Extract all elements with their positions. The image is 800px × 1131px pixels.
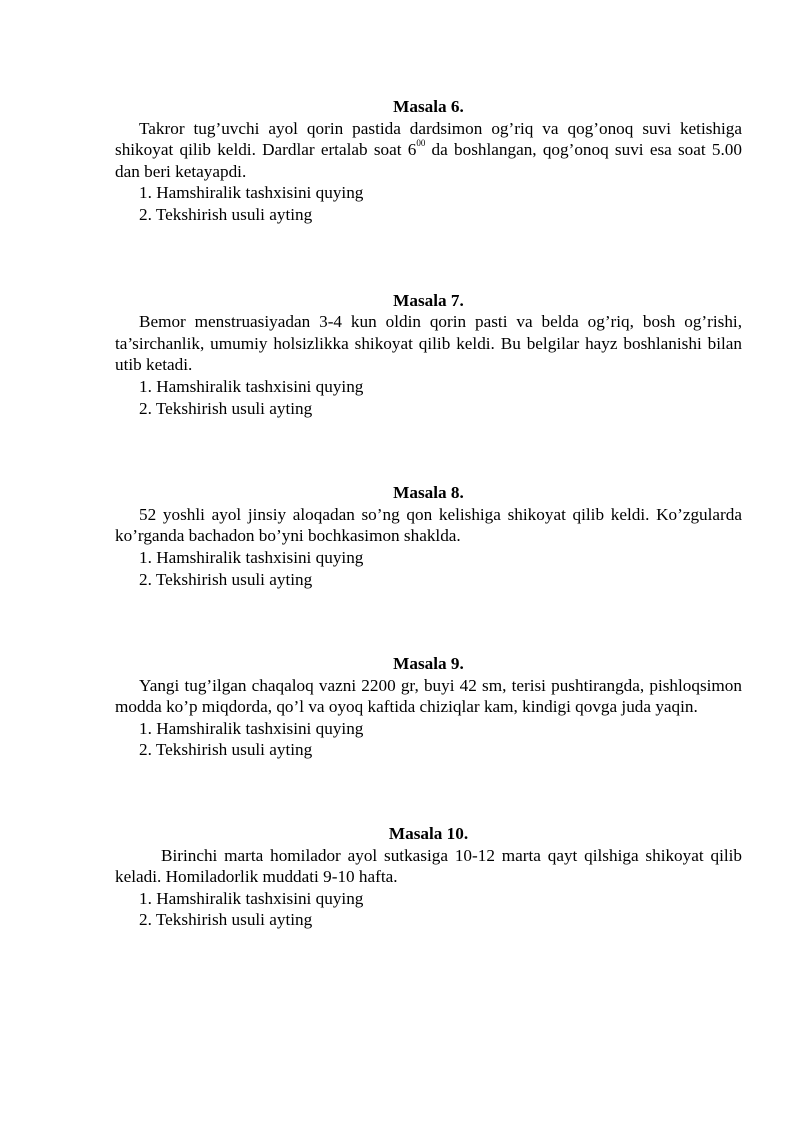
problem-10 — [115, 823, 742, 931]
problem-text: Yangi tug’ilgan chaqaloq vazni 2200 gr, buyi 42 sm, terisi pushtirangda, pishloqsimon modda ko’p miqdorda, qo’l va oyoq kaftida chiziqlar kam, kindigi qovga juda yaqin. — [115, 675, 742, 717]
document-page — [115, 96, 742, 931]
problem-8 — [115, 482, 742, 590]
problem-text-part: da boshlangan, qog’onoq suvi esa soat 5.00 dan beri ketayapdi. — [115, 140, 742, 181]
problem-title: Masala 10. — [388, 824, 469, 844]
task-item: 2. Tekshirish usuli ayting — [139, 204, 313, 224]
section-gap — [115, 590, 742, 653]
task-item: 1. Hamshiralik tashxisini quying — [139, 718, 364, 738]
task-item: 2. Tekshirish usuli ayting — [139, 569, 313, 589]
problem-text — [115, 118, 742, 183]
problem-9 — [115, 653, 742, 761]
time-superscript: 00 — [416, 138, 426, 149]
task-item: 1. Hamshiralik tashxisini quying — [139, 183, 364, 203]
problem-title: Masala 8. — [393, 483, 464, 503]
task-item: 2. Tekshirish usuli ayting — [139, 398, 313, 418]
problem-text-part: Takror tug’uvchi ayol qorin pastida dardsimon og’riq va qog’onoq suvi ketishiga shikoyat qilib keldi. Dardlar ertalab soat 6 — [115, 118, 742, 160]
problem-7 — [115, 290, 742, 420]
problem-6 — [115, 96, 742, 226]
problem-title: Masala 7. — [393, 290, 464, 310]
task-item: 1. Hamshiralik tashxisini quying — [139, 547, 364, 567]
problem-text: 52 yoshli ayol jinsiy aloqadan so’ng qon kelishiga shikoyat qilib keldi. Ko’zgularda ko’rganda bachadon bo’yni bochkasimon shaklda. — [115, 504, 742, 546]
section-gap — [115, 419, 742, 482]
task-item: 2. Tekshirish usuli ayting — [139, 740, 313, 760]
section-gap — [115, 226, 742, 290]
problem-title: Masala 6. — [393, 97, 464, 116]
problem-title: Masala 9. — [393, 654, 464, 674]
task-item: 1. Hamshiralik tashxisini quying — [139, 888, 364, 908]
task-item: 2. Tekshirish usuli ayting — [139, 910, 313, 930]
problem-text: Bemor menstruasiyadan 3-4 kun oldin qorin pasti va belda og’riq, bosh og’rishi, ta’sirchanlik, umumiy holsizlikka shikoyat qilib keldi. Bu belgilar hayz boshlanishi bilan utib ketadi. — [115, 312, 742, 375]
task-item: 1. Hamshiralik tashxisini quying — [139, 376, 364, 396]
section-gap — [115, 761, 742, 823]
problem-text: Birinchi marta homilador ayol sutkasiga 10-12 marta qayt qilshiga shikoyat qilib keladi. Homiladorlik muddati 9-10 hafta. — [115, 845, 742, 887]
